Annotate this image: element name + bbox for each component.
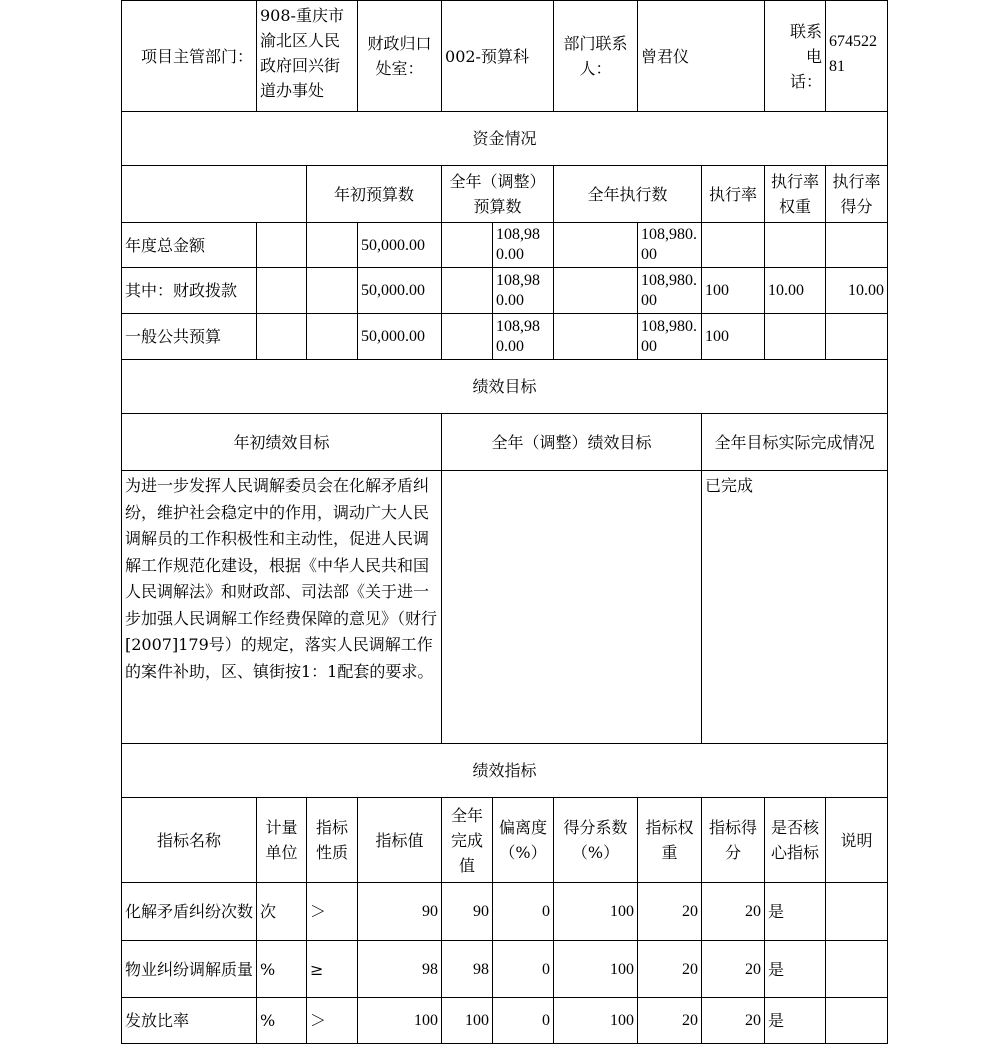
funds-adjusted: 108,980.00 (493, 268, 554, 314)
ind-target: 98 (358, 941, 442, 998)
ind-weight: 20 (638, 941, 702, 998)
ind-name: 物业纠纷调解质量 (122, 941, 257, 998)
ind-note (826, 998, 888, 1044)
goals-title-row (122, 360, 888, 414)
indicator-row (122, 941, 888, 998)
funds-col-adjusted: 全年（调整）预算数 (442, 166, 554, 223)
ind-core: 是 (765, 883, 826, 941)
funds-initial: 50,000.00 (358, 268, 442, 314)
funds-row (122, 223, 888, 268)
ind-weight: 20 (638, 883, 702, 941)
funds-weight: 10.00 (765, 268, 826, 314)
ind-unit: % (257, 941, 307, 998)
ind-note (826, 941, 888, 998)
ind-col-actual: 全年完成值 (442, 798, 493, 883)
ind-score: 20 (702, 883, 765, 941)
funds-weight (765, 223, 826, 268)
ind-col-name: 指标名称 (122, 798, 257, 883)
goals-col-adjusted: 全年（调整）绩效目标 (442, 414, 702, 471)
ind-core: 是 (765, 998, 826, 1044)
goals-col-actual: 全年目标实际完成情况 (702, 414, 888, 471)
ind-coef: 100 (554, 941, 638, 998)
header-row (122, 1, 888, 112)
ind-name: 发放比率 (122, 998, 257, 1044)
funds-weight (765, 314, 826, 360)
funds-row-label: 其中：财政拨款 (122, 268, 257, 314)
funds-rate: 100 (702, 314, 765, 360)
funds-col-weight: 执行率权重 (765, 166, 826, 223)
ind-actual: 90 (442, 883, 493, 941)
ind-score: 20 (702, 998, 765, 1044)
funds-rate: 100 (702, 268, 765, 314)
funds-initial: 50,000.00 (358, 314, 442, 360)
funds-col-initial: 年初预算数 (307, 166, 442, 223)
goals-adjusted-text (442, 471, 702, 744)
indicators-section-title: 绩效指标 (122, 744, 888, 798)
dept-label: 项目主管部门： (122, 1, 257, 112)
ind-score: 20 (702, 941, 765, 998)
ind-name: 化解矛盾纠纷次数 (122, 883, 257, 941)
funds-title-row (122, 112, 888, 166)
funds-row (122, 268, 888, 314)
ind-col-deviation: 偏离度（%） (493, 798, 554, 883)
ind-deviation: 0 (493, 998, 554, 1044)
ind-coef: 100 (554, 998, 638, 1044)
funds-section-title: 资金情况 (122, 112, 888, 166)
goals-actual-text: 已完成 (702, 471, 888, 744)
funds-rate (702, 223, 765, 268)
funds-adjusted: 108,980.00 (493, 314, 554, 360)
funds-row-label: 年度总金额 (122, 223, 257, 268)
funds-initial: 50,000.00 (358, 223, 442, 268)
ind-col-unit: 计量单位 (257, 798, 307, 883)
ind-col-coef: 得分系数（%） (554, 798, 638, 883)
funds-score: 10.00 (826, 268, 888, 314)
ind-target: 90 (358, 883, 442, 941)
goals-col-initial: 年初绩效目标 (122, 414, 442, 471)
ind-actual: 100 (442, 998, 493, 1044)
finance-label: 财政归口处室： (358, 1, 442, 112)
funds-executed: 108,980.00 (638, 223, 702, 268)
goals-section-title: 绩效目标 (122, 360, 888, 414)
funds-executed: 108,980.00 (638, 314, 702, 360)
indicators-header-row (122, 798, 888, 883)
ind-note (826, 883, 888, 941)
ind-unit: % (257, 998, 307, 1044)
ind-col-core: 是否核心指标 (765, 798, 826, 883)
ind-deviation: 0 (493, 883, 554, 941)
funds-row (122, 314, 888, 360)
ind-nature: ＞ (307, 998, 358, 1044)
ind-col-note: 说明 (826, 798, 888, 883)
funds-col-executed: 全年执行数 (554, 166, 702, 223)
ind-weight: 20 (638, 998, 702, 1044)
ind-col-nature: 指标性质 (307, 798, 358, 883)
funds-header-blank (122, 166, 307, 223)
ind-unit: 次 (257, 883, 307, 941)
funds-executed: 108,980.00 (638, 268, 702, 314)
ind-actual: 98 (442, 941, 493, 998)
ind-col-target: 指标值 (358, 798, 442, 883)
finance-value: 002-预算科 (442, 1, 554, 112)
indicator-row (122, 998, 888, 1044)
phone-label: 联系电话： (765, 1, 826, 112)
indicator-row (122, 883, 888, 941)
report-table (121, 0, 888, 1044)
ind-target: 100 (358, 998, 442, 1044)
dept-value: 908-重庆市渝北区人民政府回兴街道办事处 (257, 1, 358, 112)
ind-deviation: 0 (493, 941, 554, 998)
goals-header-row (122, 414, 888, 471)
ind-nature: ≥ (307, 941, 358, 998)
phone-value: 67452281 (826, 1, 888, 112)
funds-header-row (122, 166, 888, 223)
funds-score (826, 223, 888, 268)
funds-row-label: 一般公共预算 (122, 314, 257, 360)
ind-col-weight: 指标权重 (638, 798, 702, 883)
funds-adjusted: 108,980.00 (493, 223, 554, 268)
ind-core: 是 (765, 941, 826, 998)
funds-score (826, 314, 888, 360)
goals-initial-text: 为进一步发挥人民调解委员会在化解矛盾纠纷，维护社会稳定中的作用，调动广大人民调解员的工作积极性和主动性，促进人民调解工作规范化建设，根据《中华人民共和国人民调解法》和财政部、司法部《关于进一步加强人民调解工作经费保障的意见》（财行[2007]179号）的规定，落实人民调解工作的案件补助，区、镇街按1：1配套的要求。 (122, 471, 442, 744)
funds-col-score: 执行率得分 (826, 166, 888, 223)
goals-content-row (122, 471, 888, 744)
contact-label: 部门联系人： (554, 1, 638, 112)
ind-col-score: 指标得分 (702, 798, 765, 883)
ind-coef: 100 (554, 883, 638, 941)
ind-nature: ＞ (307, 883, 358, 941)
performance-report (121, 0, 888, 1044)
funds-col-rate: 执行率 (702, 166, 765, 223)
contact-value: 曾君仪 (638, 1, 765, 112)
indicators-title-row (122, 744, 888, 798)
